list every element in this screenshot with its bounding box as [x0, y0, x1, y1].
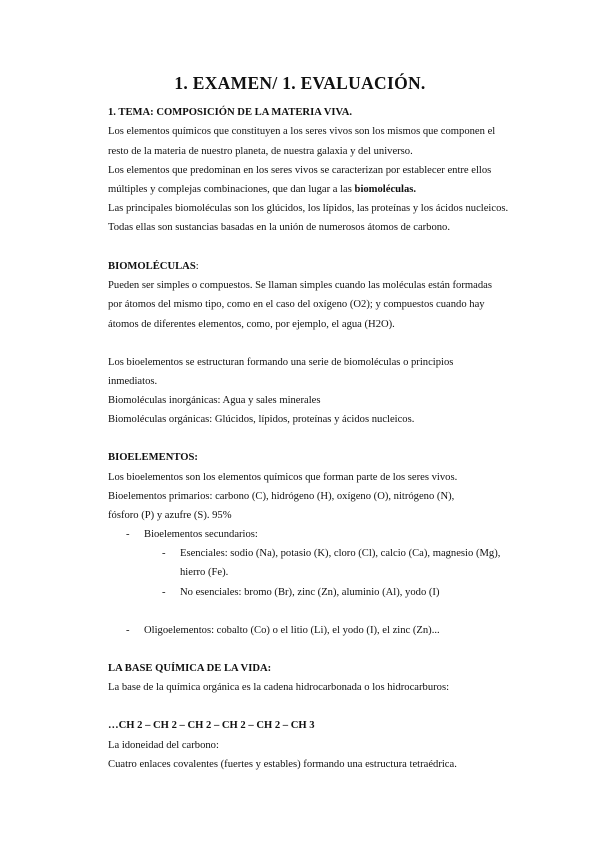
section-heading-bioelementos: BIOELEMENTOS:	[108, 452, 198, 463]
paragraph-line: átomos de diferentes elementos, como, por ejemplo, el agua (H2O).	[108, 319, 395, 330]
paragraph-line: inmediatos.	[108, 376, 158, 387]
paragraph-line: resto de la materia de nuestro planeta, de nuestra galaxia y del universo.	[108, 146, 413, 157]
paragraph-line: fósforo (P) y azufre (S). 95%	[108, 510, 232, 521]
list-bullet-dash: -	[126, 625, 130, 636]
list-bullet-dash: -	[162, 548, 166, 559]
paragraph-line: Biomoléculas orgánicas: Glúcidos, lípidos, proteínas y ácidos nucleicos.	[108, 414, 415, 425]
paragraph-line: Todas ellas son sustancias basadas en la unión de numerosos átomos de carbono.	[108, 222, 451, 233]
paragraph-line: por átomos del mismo tipo, como en el caso del oxígeno (O2); y compuestos cuando hay	[108, 299, 485, 310]
page-title: 1. EXAMEN/ 1. EVALUACIÓN.	[174, 73, 426, 93]
paragraph-line	[108, 183, 416, 197]
paragraph-line: Los bioelementos se estructuran formando una serie de biomoléculas o principios	[108, 357, 454, 368]
list-item-esenciales: Esenciales: sodio (Na), potasio (K), cloro (Cl), calcio (Ca), magnesio (Mg),	[180, 548, 501, 559]
heading-text: BIOMOLÉCULAS	[108, 261, 196, 272]
hydrocarbon-chain-formula: …CH 2 – CH 2 – CH 2 – CH 2 – CH 2 – CH 3	[108, 720, 315, 731]
text-span: múltiples y complejas combinaciones, que dan lugar a las	[108, 184, 355, 195]
bold-term-biomoleculas: biomoléculas.	[354, 184, 417, 195]
paragraph-line: Biomoléculas inorgánicas: Agua y sales minerales	[108, 395, 321, 406]
section-heading-composicion: 1. TEMA: COMPOSICIÓN DE LA MATERIA VIVA.	[108, 107, 353, 118]
paragraph-line: Pueden ser simples o compuestos. Se llaman simples cuando las moléculas están formadas	[108, 280, 492, 291]
paragraph-line: La base de la química orgánica es la cadena hidrocarbonada o los hidrocarburos:	[108, 682, 450, 693]
list-item-no-esenciales: No esenciales: bromo (Br), zinc (Zn), aluminio (Al), yodo (I)	[180, 587, 440, 598]
paragraph-line: Las principales biomoléculas son los glúcidos, los lípidos, las proteínas y los ácidos nucleicos.	[108, 203, 509, 214]
section-heading-biomoleculas	[108, 260, 199, 274]
paragraph-line: La idoneidad del carbono:	[108, 740, 219, 751]
paragraph-line: Los elementos químicos que constituyen a los seres vivos son los mismos que componen el	[108, 126, 496, 137]
heading-colon: :	[195, 261, 199, 272]
list-item-esenciales-cont: hierro (Fe).	[180, 567, 229, 578]
paragraph-line: Los elementos que predominan en los seres vivos se caracterizan por establecer entre ellos	[108, 165, 492, 176]
paragraph-line: Bioelementos primarios: carbono (C), hidrógeno (H), oxígeno (O), nitrógeno (N),	[108, 491, 455, 502]
list-bullet-dash: -	[126, 529, 130, 540]
list-item-oligoelementos: Oligoelementos: cobalto (Co) o el litio (Li), el yodo (I), el zinc (Zn)...	[144, 625, 440, 636]
list-bullet-dash: -	[162, 587, 166, 598]
list-item-secundarios: Bioelementos secundarios:	[144, 529, 258, 540]
paragraph-line: Los bioelementos son los elementos químicos que forman parte de los seres vivos.	[108, 472, 458, 483]
section-heading-base-quimica: LA BASE QUÍMICA DE LA VIDA:	[108, 663, 272, 674]
paragraph-line: Cuatro enlaces covalentes (fuertes y estables) formando una estructura tetraédrica.	[108, 759, 457, 770]
